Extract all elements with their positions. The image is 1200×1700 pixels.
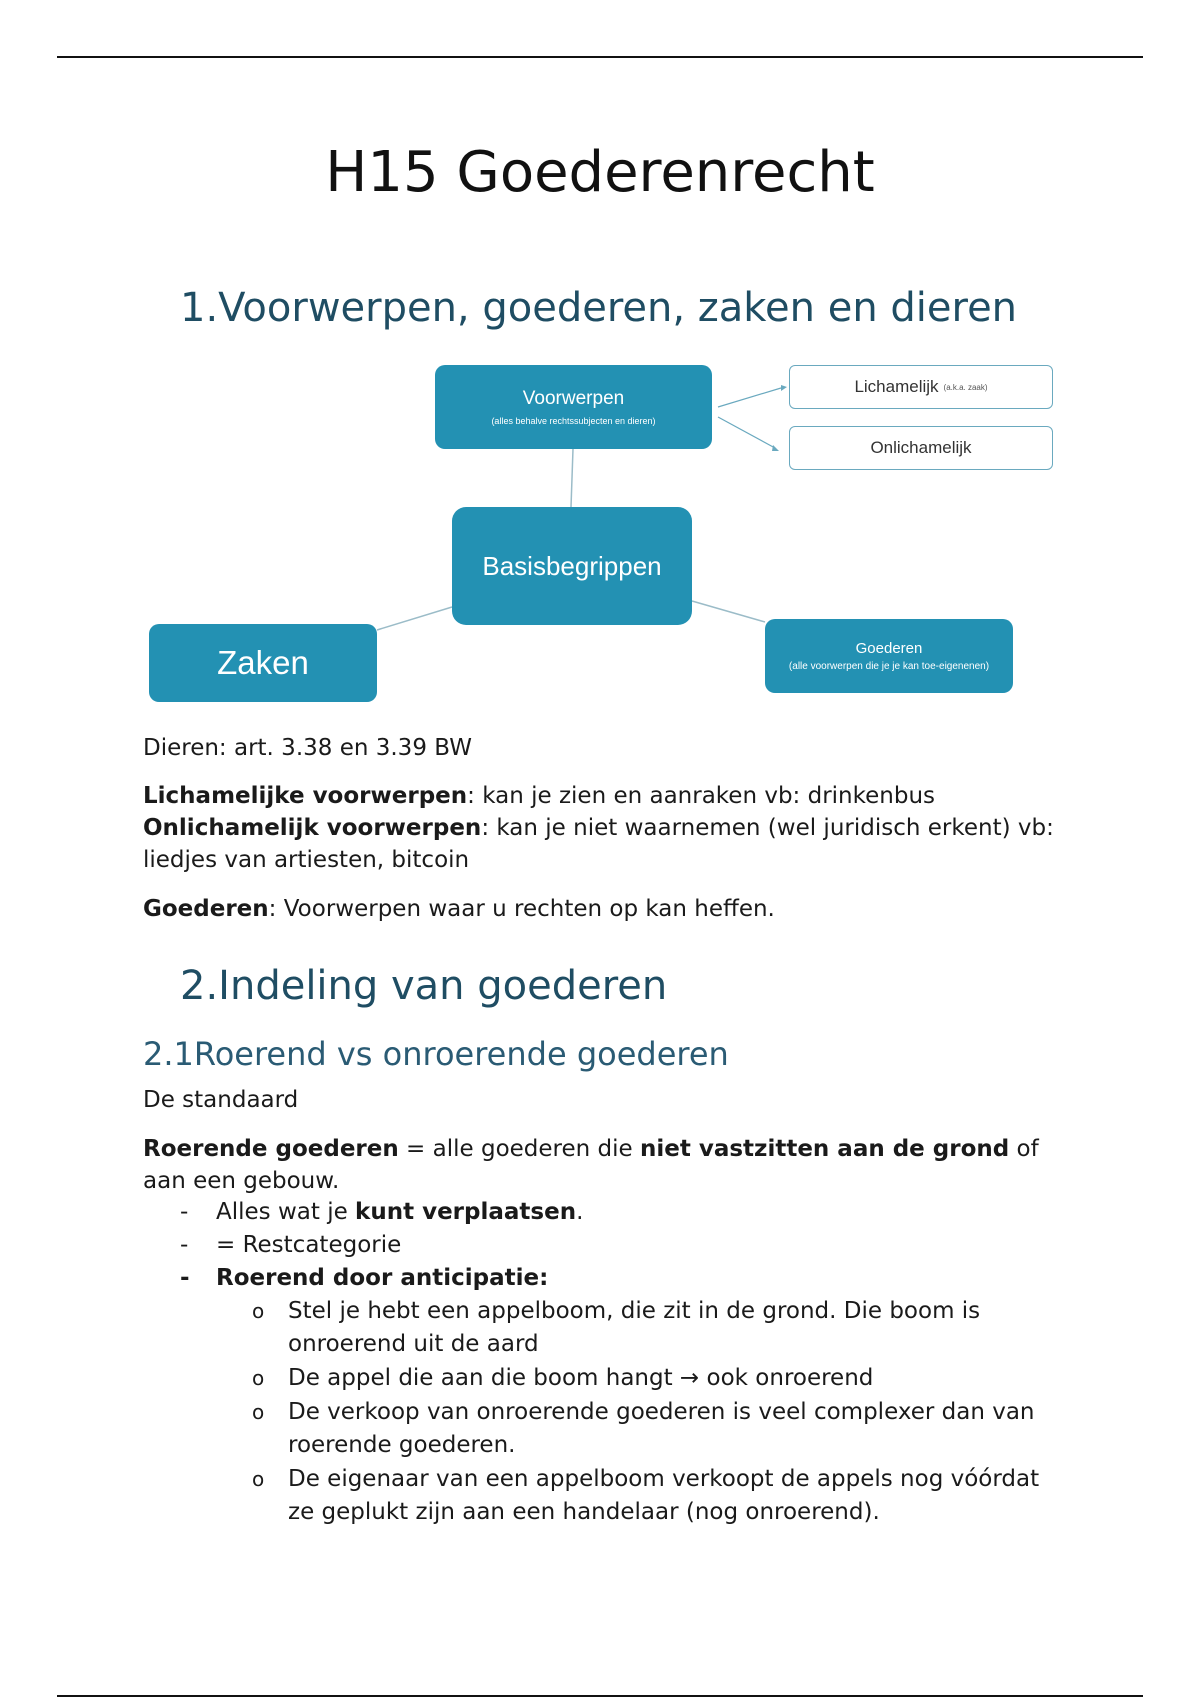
sub-bullet-item xyxy=(252,1295,1048,1361)
onlichamelijk-term: Onlichamelijk voorwerpen xyxy=(143,815,482,841)
dash-marker: - xyxy=(180,1265,190,1291)
node-basisbegrippen xyxy=(452,507,692,625)
node-basisbegrippen-label: Basisbegrippen xyxy=(482,550,662,581)
sub-bullet-text: De appel die aan die boom hangt → ook onroerend xyxy=(288,1365,874,1391)
connector-to-onlichamelijk xyxy=(718,417,775,448)
bullet-1-bold: kunt verplaatsen xyxy=(355,1199,577,1225)
bullet-item xyxy=(180,1229,402,1262)
connector-basis-goederen xyxy=(692,601,765,622)
lichamelijke-text: : kan je zien en aanraken vb: drinkenbus xyxy=(467,783,936,809)
connector-to-lichamelijk xyxy=(718,388,781,407)
node-lichamelijk-label: Lichamelijk xyxy=(854,377,939,396)
lichamelijke-paragraph xyxy=(143,780,1063,812)
dieren-paragraph: Dieren: art. 3.38 en 3.39 BW xyxy=(143,735,472,761)
bullet-1-post: . xyxy=(576,1199,584,1225)
node-voorwerpen xyxy=(435,365,712,449)
roerende-end: of aan een gebouw. xyxy=(143,1136,1039,1194)
node-voorwerpen-label: Voorwerpen xyxy=(522,387,625,409)
concept-diagram xyxy=(143,352,1060,714)
node-lichamelijk-note: (a.k.a. zaak) xyxy=(943,382,988,392)
roerende-paragraph xyxy=(143,1133,1063,1197)
lichamelijke-term: Lichamelijke voorwerpen xyxy=(143,783,468,809)
section-1-heading: 1.Voorwerpen, goederen, zaken en dieren xyxy=(180,285,1018,331)
standaard-paragraph: De standaard xyxy=(143,1087,299,1113)
sub-bullet-item xyxy=(252,1463,1048,1529)
node-goederen-label: Goederen xyxy=(855,639,923,657)
node-onlichamelijk xyxy=(789,426,1053,470)
sub-bullet-item xyxy=(252,1362,1048,1395)
document-title: H15 Goederenrecht xyxy=(325,140,875,205)
sub-bullet-text: De eigenaar van een appelboom verkoopt de appels nog vóórdat ze geplukt zijn aan een handelaar (nog onroerend). xyxy=(288,1466,1040,1525)
bullet-item xyxy=(180,1262,549,1295)
goederen-text: : Voorwerpen waar u rechten op kan heffen. xyxy=(268,896,775,922)
node-zaken-label: Zaken xyxy=(217,644,309,681)
circle-marker: o xyxy=(252,1366,265,1390)
top-rule xyxy=(57,56,1143,58)
section-2-heading: 2.Indeling van goederen xyxy=(180,963,668,1009)
dash-marker: - xyxy=(180,1199,189,1225)
circle-marker: o xyxy=(252,1467,265,1491)
roerende-mid: = alle goederen die xyxy=(398,1136,640,1162)
connector-basis-zaken xyxy=(377,607,452,630)
bullet-1-pre: Alles wat je xyxy=(216,1199,356,1225)
circle-marker: o xyxy=(252,1299,265,1323)
roerende-term: Roerende goederen xyxy=(143,1136,399,1162)
node-goederen xyxy=(765,619,1013,693)
subsection-2-1-heading: 2.1Roerend vs onroerende goederen xyxy=(143,1035,729,1073)
dash-marker: - xyxy=(180,1232,189,1258)
goederen-paragraph xyxy=(143,893,1063,925)
node-onlichamelijk-label: Onlichamelijk xyxy=(870,438,972,457)
circle-marker: o xyxy=(252,1400,265,1424)
node-goederen-note: (alle voorwerpen die je je kan toe-eigenenen) xyxy=(788,660,990,672)
bullet-item xyxy=(180,1196,584,1229)
goederen-term: Goederen xyxy=(143,896,269,922)
onlichamelijk-paragraph xyxy=(143,812,1063,876)
bottom-rule xyxy=(57,1695,1143,1697)
bullet-2-text: = Restcategorie xyxy=(216,1232,402,1258)
bullet-3-text: Roerend door anticipatie: xyxy=(216,1265,549,1291)
connector-voorwerpen-basis xyxy=(571,449,573,507)
node-lichamelijk xyxy=(789,365,1053,409)
roerende-bold: niet vastzitten aan de grond xyxy=(640,1136,1010,1162)
sub-bullet-item xyxy=(252,1396,1048,1462)
onlichamelijk-text: : kan je niet waarnemen (wel juridisch erkent) vb: liedjes van artiesten, bitcoin xyxy=(143,815,1054,873)
sub-bullet-text: De verkoop van onroerende goederen is veel complexer dan van roerende goederen. xyxy=(288,1399,1035,1458)
sub-bullet-text: Stel je hebt een appelboom, die zit in de grond. Die boom is onroerend uit de aard xyxy=(288,1298,981,1357)
node-voorwerpen-note: (alles behalve rechtssubjecten en dieren) xyxy=(491,415,656,426)
arrowhead-onlichamelijk xyxy=(772,445,779,451)
node-zaken xyxy=(149,624,377,702)
arrowhead-lichamelijk xyxy=(781,385,787,391)
